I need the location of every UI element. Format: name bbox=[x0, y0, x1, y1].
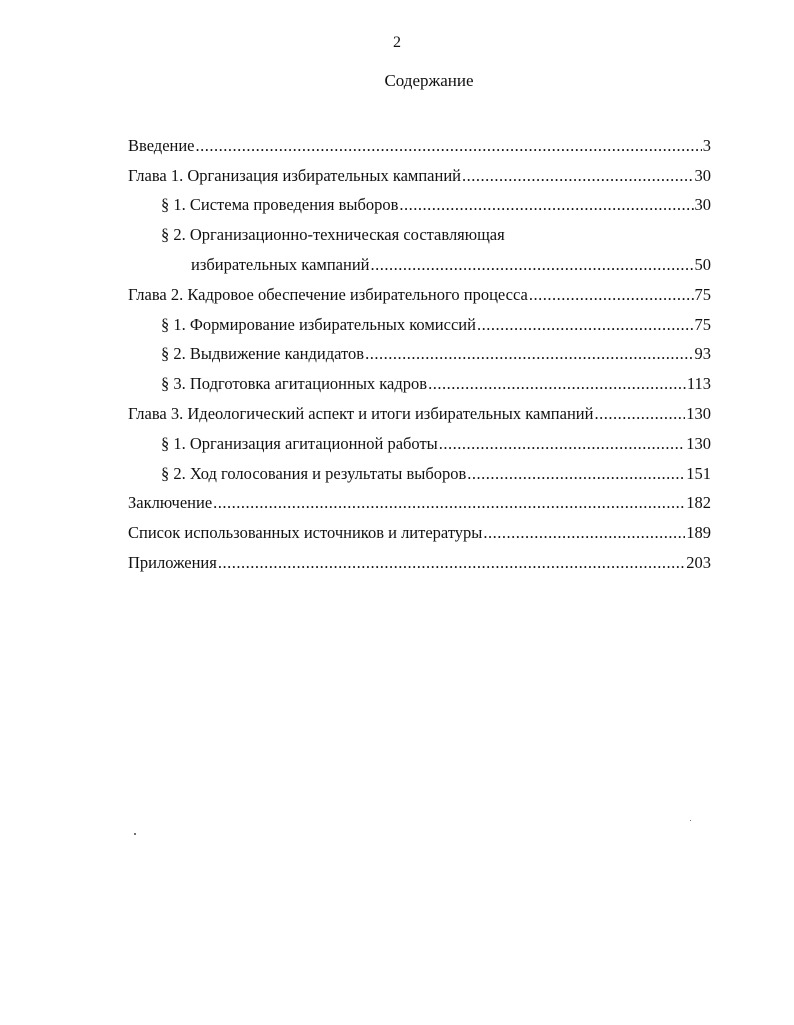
toc-entry-text: § 1. Формирование избирательных комиссий bbox=[161, 314, 476, 334]
toc-entry-text: § 2. Ход голосования и результаты выборов bbox=[161, 463, 467, 483]
toc-entry-page: 151 bbox=[686, 463, 711, 483]
toc-entry-page: 30 bbox=[694, 195, 711, 215]
toc-entry bbox=[128, 513, 711, 543]
toc-entry-text: § 2. Организационно-техническая составляющая bbox=[161, 225, 505, 245]
toc-entry-page: 113 bbox=[686, 374, 711, 394]
toc-entry-text: Введение bbox=[128, 135, 195, 155]
toc-entry bbox=[128, 484, 711, 514]
toc-entry-page: 3 bbox=[702, 135, 711, 155]
page-title: Содержание bbox=[384, 71, 474, 90]
toc-entry bbox=[128, 394, 711, 424]
toc-entry-page: 130 bbox=[686, 433, 711, 453]
toc-entry-page: 203 bbox=[686, 552, 711, 572]
toc-entry bbox=[128, 305, 711, 335]
toc-entry bbox=[128, 126, 711, 156]
toc-entry-page: 75 bbox=[694, 284, 711, 304]
toc-entry bbox=[128, 215, 711, 245]
toc-entry-text: Заключение bbox=[128, 493, 213, 513]
toc-leader-dots bbox=[483, 523, 685, 543]
toc-entry-page: 182 bbox=[686, 493, 711, 513]
table-of-contents bbox=[128, 126, 711, 573]
toc-entry bbox=[128, 156, 711, 186]
toc-entry-text: Глава 3. Идеологический аспект и итоги избирательных кампаний bbox=[128, 403, 594, 423]
toc-entry bbox=[128, 454, 711, 484]
toc-entry-text: Глава 2. Кадровое обеспечение избирательного процесса bbox=[128, 284, 528, 304]
toc-entry bbox=[128, 543, 711, 573]
toc-leader-dots bbox=[399, 195, 693, 215]
toc-entry bbox=[128, 186, 711, 216]
toc-entry-text: избирательных кампаний bbox=[191, 254, 370, 274]
toc-entry bbox=[128, 245, 711, 275]
toc-leader-dots bbox=[594, 404, 685, 424]
toc-entry-text: § 1. Организация агитационной работы bbox=[161, 433, 438, 453]
toc-entry-page: 30 bbox=[694, 165, 711, 185]
toc-entry bbox=[128, 424, 711, 454]
toc-entry-text: Список использованных источников и литературы bbox=[128, 523, 483, 543]
toc-leader-dots bbox=[370, 255, 693, 275]
page-number: 2 bbox=[393, 34, 401, 51]
toc-leader-dots bbox=[213, 493, 685, 513]
toc-leader-dots bbox=[439, 434, 686, 454]
toc-entry-page: 50 bbox=[694, 254, 711, 274]
toc-entry bbox=[128, 335, 711, 365]
toc-entry-text: § 3. Подготовка агитационных кадров bbox=[161, 374, 428, 394]
toc-leader-dots bbox=[365, 344, 693, 364]
toc-entry-page: 189 bbox=[686, 523, 711, 543]
toc-entry-page: 93 bbox=[694, 344, 711, 364]
toc-entry-text: § 1. Система проведения выборов bbox=[161, 195, 399, 215]
scan-speck bbox=[690, 820, 691, 821]
toc-entry-page: 75 bbox=[694, 314, 711, 334]
toc-leader-dots bbox=[467, 464, 685, 484]
toc-entry-text: Глава 1. Организация избирательных кампаний bbox=[128, 165, 461, 185]
toc-leader-dots bbox=[196, 136, 702, 156]
toc-leader-dots bbox=[477, 315, 694, 335]
toc-leader-dots bbox=[529, 285, 694, 305]
toc-leader-dots bbox=[218, 553, 685, 573]
scan-speck bbox=[134, 833, 136, 835]
toc-entry bbox=[128, 364, 711, 394]
toc-leader-dots bbox=[428, 374, 686, 394]
toc-entry bbox=[128, 275, 711, 305]
toc-entry-text: § 2. Выдвижение кандидатов bbox=[161, 344, 365, 364]
toc-entry-page: 130 bbox=[686, 403, 711, 423]
toc-leader-dots bbox=[462, 166, 694, 186]
toc-entry-text: Приложения bbox=[128, 552, 217, 572]
